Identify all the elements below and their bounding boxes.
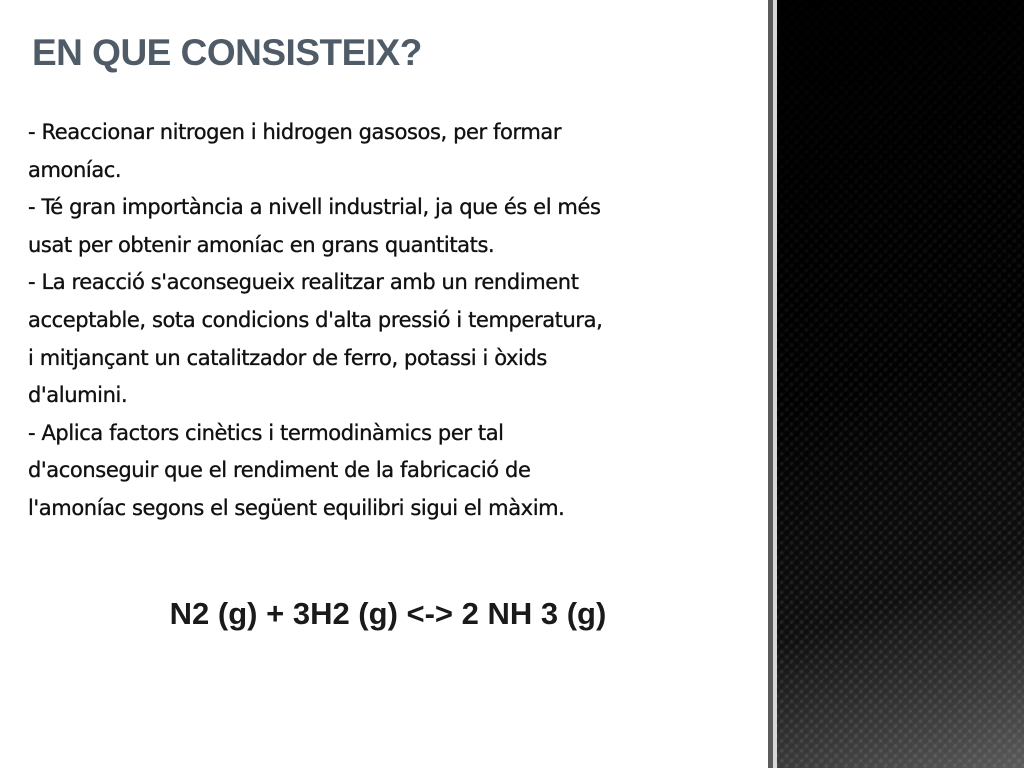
body-line: usat per obtenir amoníac en grans quantitats. xyxy=(28,232,495,257)
body-line: d'aconseguir que el rendiment de la fabricació de xyxy=(28,458,531,483)
body-line: i mitjançant un catalitzador de ferro, potassi i òxids xyxy=(28,345,547,370)
body-line: - Reaccionar nitrogen i hidrogen gasosos, per formar xyxy=(28,120,562,144)
body-line: - Aplica factors cinètics i termodinàmics per tal xyxy=(28,420,504,445)
body-line: amoníac. xyxy=(28,157,122,182)
slide-title: EN QUE CONSISTEIX? xyxy=(32,32,422,73)
body-text xyxy=(28,114,746,528)
body-line: d'alumini. xyxy=(28,383,128,408)
chemical-equation: N2 (g) + 3H2 (g) <-> 2 NH 3 (g) xyxy=(169,596,607,631)
body-line: acceptable, sota condicions d'alta pressió i temperatura, xyxy=(28,307,603,332)
body-line: l'amoníac segons el següent equilibri sigui el màxim. xyxy=(28,495,565,520)
carbon-fiber-texture-panel xyxy=(777,0,1024,768)
body-line: - La reacció s'aconsegueix realitzar amb un rendiment xyxy=(28,270,579,295)
body-line: - Té gran importància a nivell industrial, ja que és el més xyxy=(28,195,601,220)
